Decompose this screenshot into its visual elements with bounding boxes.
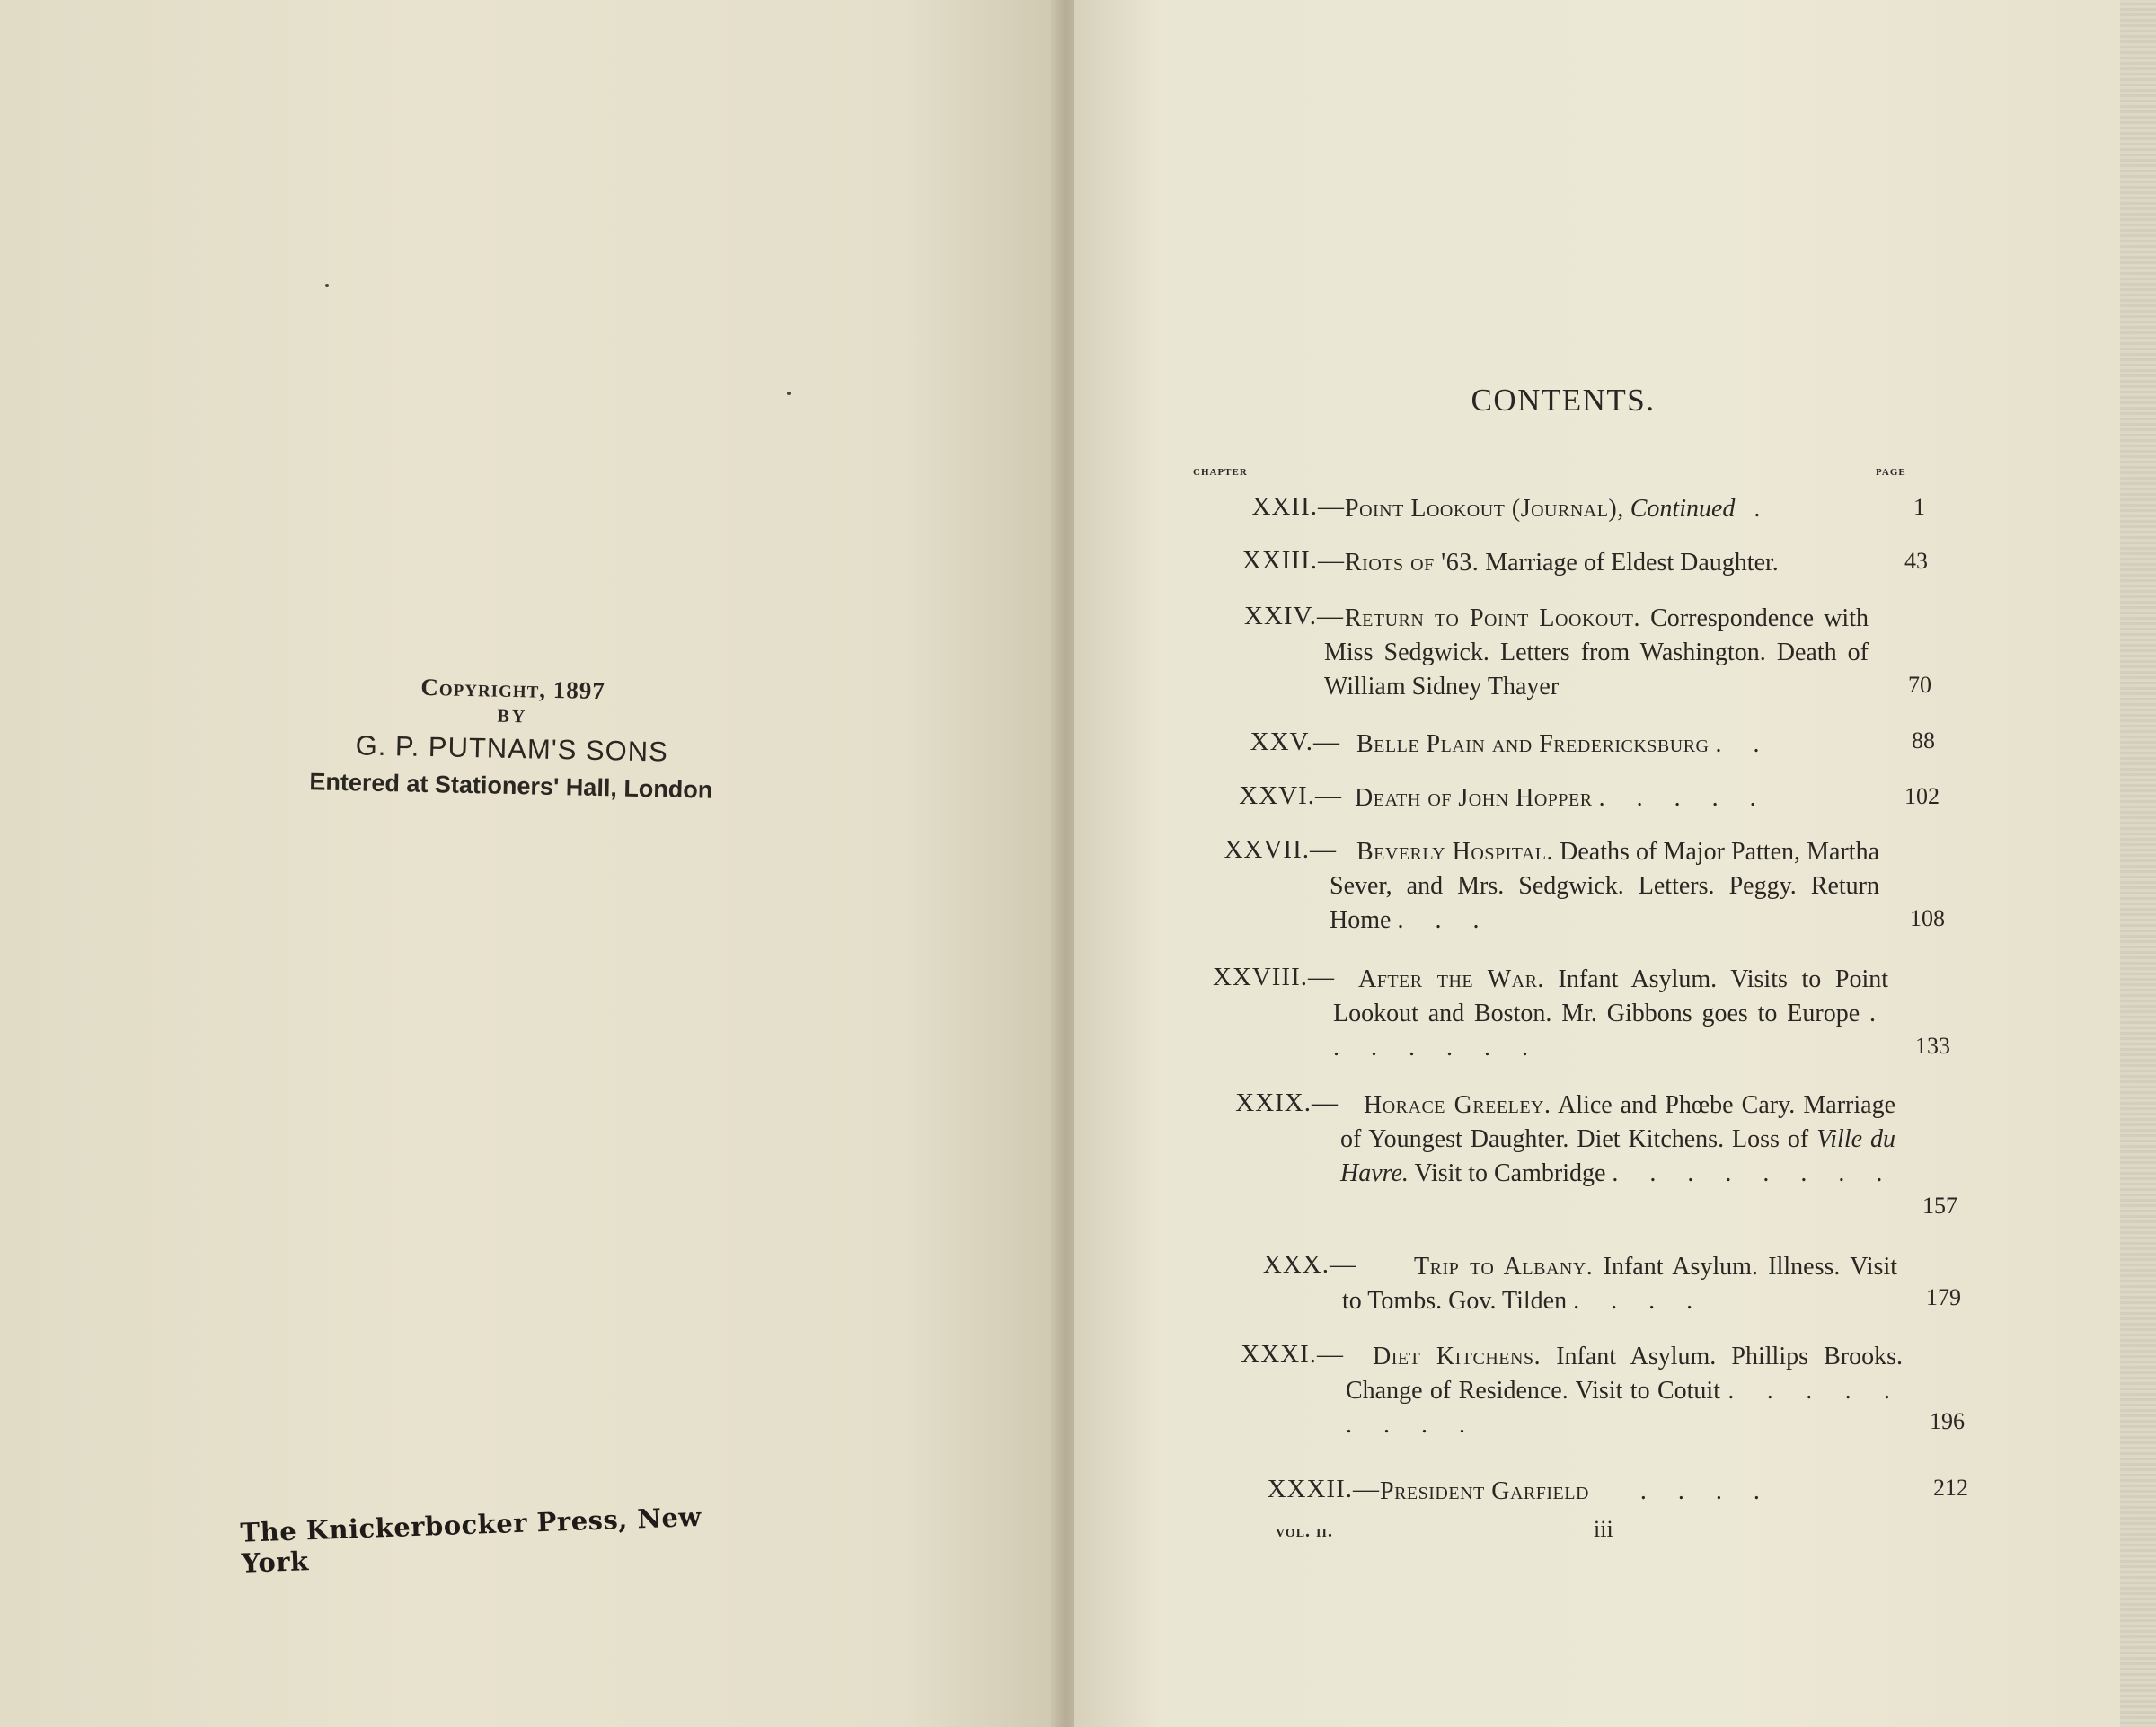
chapter-description: Alice and Phœbe Cary. Marriage of Youngest Daughter. Diet Kitchens. Loss of [1340,1091,1895,1153]
chapter-heading: Beverly Hospital. [1356,838,1554,866]
paper-speck [787,392,791,395]
chapter-heading: Trip to Albany. [1414,1253,1594,1281]
leader-dots: . . . . . [1598,784,1769,812]
chapter-title [1380,1475,1919,1509]
page-number: 212 [1933,1475,1968,1501]
page-folio: iii [1594,1516,1613,1542]
chapter-heading: Diet Kitchens. [1373,1343,1542,1370]
leader-dots: . . [1715,730,1772,758]
chapter-heading: Belle Plain and Fredericksburg [1356,730,1710,758]
paper-speck [325,284,329,287]
page-number: 196 [1930,1408,1965,1434]
chapter-number: XXII.— [1251,492,1345,521]
chapter-heading: Return to Point Lookout. [1345,604,1640,632]
chapter-title [1324,602,1869,704]
stationers-hall-notice: Entered at Stationers' Hall, London [309,768,713,804]
chapter-number: XXVI.— [1239,781,1342,810]
continued-label: Continued [1630,495,1736,523]
page-number: 43 [1904,548,1928,574]
leader-dots: . . . . . . . . . [1346,1377,1904,1439]
chapter-number: XXV.— [1250,727,1340,756]
contents-title: CONTENTS. [1471,383,1656,418]
chapter-description: Infant Asylum. Phillips Brooks. Change of Residence. Visit to Cotuit [1346,1343,1903,1405]
chapter-title [1342,1250,1897,1318]
page-number: 133 [1915,1033,1950,1059]
chapter-title [1346,1340,1903,1442]
chapter-description: Correspondence with Miss Sedgwick. Letters from Washington. Death of William Sidney Thayer [1324,604,1869,700]
chapter-heading: President Garfield [1380,1477,1589,1505]
chapter-title [1356,727,1895,762]
leader-dots: . . . . [1573,1287,1706,1315]
chapter-number: XXXI.— [1241,1340,1344,1369]
page-number: 157 [1922,1193,1957,1219]
chapter-number: XXIX.— [1235,1088,1339,1117]
chapter-heading: Death of John Hopper [1355,784,1593,812]
chapter-title [1330,835,1879,938]
copyright-line: Copyright, 1897 [420,673,606,705]
publisher-name: G. P. PUTNAM'S SONS [355,729,669,768]
left-page [0,0,1062,1727]
page-number: 70 [1908,672,1931,698]
leader-dots: . . . . . . . . [1612,1159,1895,1187]
leader-dots: . . . . [1639,1477,1772,1505]
ship-name: Ville du Havre. [1340,1125,1895,1187]
chapter-title [1340,1088,1895,1191]
chapter-heading: Point Lookout (Journal), [1345,495,1624,523]
chapter-column-header: chapter [1193,463,1248,479]
chapter-heading: Riots of '63. [1345,549,1480,577]
cover-cloth-edge [2120,0,2156,1727]
chapter-heading: After the War. [1358,965,1544,993]
page-number: 1 [1913,494,1925,520]
leader-dots: . [1735,495,1773,523]
chapter-description: Marriage of Eldest Daughter. [1485,549,1779,577]
chapter-number: XXVII.— [1224,835,1337,864]
chapter-description: Deaths of Major Patten, Martha Sever, and Mrs. Sedgwick. Letters. Peggy. Return Home [1330,838,1879,934]
page-number: 108 [1910,905,1945,931]
chapter-description: Infant Asylum. Visits to Point Lookout and Boston. Mr. Gibbons goes to Europe [1333,965,1889,1027]
page-column-header: page [1876,463,1906,479]
leader-dots: . . . [1397,906,1492,934]
chapter-number: XXIV.— [1244,602,1344,630]
chapter-title [1345,492,1848,526]
chapter-number: XXVIII.— [1212,963,1335,991]
page-number: 102 [1904,783,1940,809]
chapter-title [1333,963,1888,1065]
chapter-description: Infant Asylum. Illness. Visit to Tombs. Gov. Tilden [1342,1253,1898,1315]
chapter-heading: Horace Greeley. [1364,1091,1551,1119]
copyright-block [269,670,756,805]
volume-signature: vol. ii. [1276,1521,1333,1541]
chapter-title [1345,546,1875,580]
leader-dots: . . . . . . . [1333,1000,1888,1062]
chapter-number: XXXII.— [1267,1475,1380,1503]
chapter-number: XXIII.— [1241,546,1345,575]
chapter-title [1355,781,1894,815]
printer-imprint: The Knickerbocker Press, New York [239,1501,702,1579]
chapter-description-cont: Visit to Cambridge [1414,1159,1606,1187]
chapter-number: XXX.— [1262,1250,1356,1279]
copyright-by: BY [497,706,528,727]
page-number: 179 [1926,1284,1961,1310]
page-number: 88 [1912,727,1935,753]
